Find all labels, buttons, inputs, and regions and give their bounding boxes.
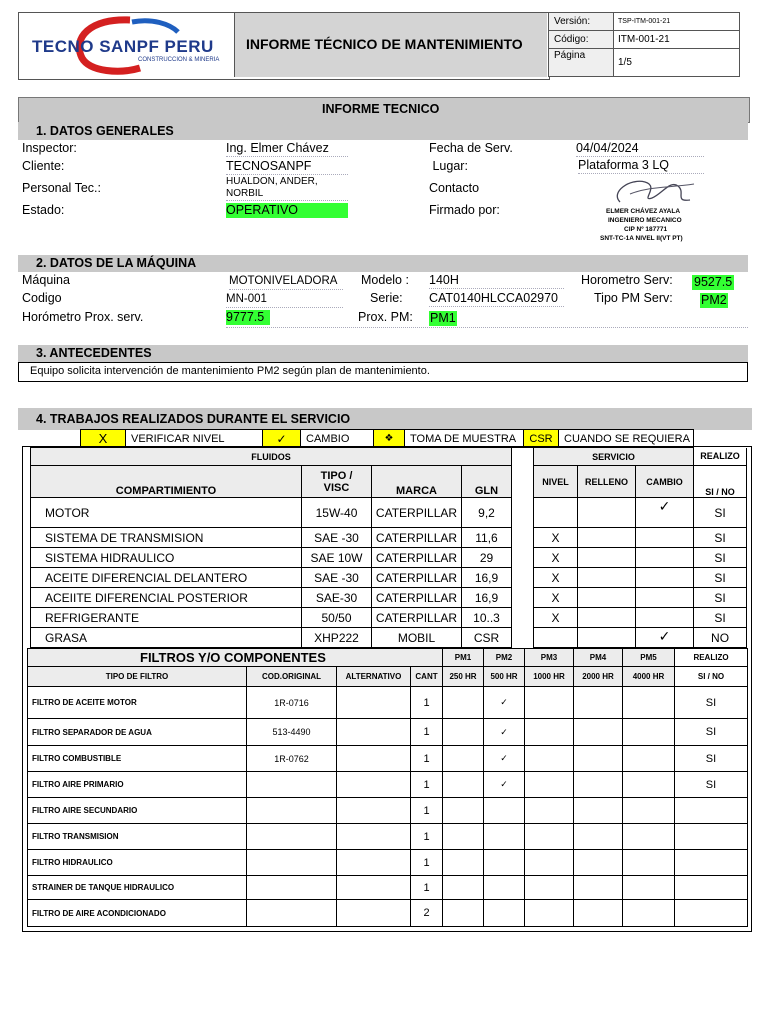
- fluid-realizo: SI: [694, 608, 747, 628]
- filter-cant: 2: [411, 900, 443, 927]
- table-row: [28, 850, 748, 876]
- servicio-header: SERVICIO: [534, 448, 694, 466]
- filter-pm4: [574, 876, 623, 900]
- tipopm-value: PM2: [701, 293, 727, 307]
- codigo-value: ITM-001-21: [614, 31, 740, 49]
- filter-pm5: [623, 687, 675, 719]
- fluid-gln: 16,9: [462, 588, 512, 608]
- version-value: TSP-ITM-001-21: [614, 13, 740, 31]
- filtros-sino-header: SI / NO: [675, 667, 748, 687]
- col-nivel: NIVEL: [534, 466, 578, 498]
- filter-pm5: [623, 850, 675, 876]
- fluid-marca: CATERPILLAR: [372, 548, 462, 568]
- personal-label: Personal Tec.:: [22, 181, 101, 195]
- fluid-comp: REFRIGERANTE: [31, 608, 302, 628]
- filter-cant: 1: [411, 772, 443, 798]
- tipopm-label: Tipo PM Serv:: [594, 291, 673, 305]
- signature-line-2: INGENIERO MECANICO: [608, 217, 682, 224]
- fluid-nivel: X: [534, 528, 578, 548]
- filter-pm5: [623, 798, 675, 824]
- col-tipo-filtro: TIPO DE FILTRO: [28, 667, 247, 687]
- filter-pm2: [484, 900, 525, 927]
- legend-label-cambio: CAMBIO: [301, 430, 374, 448]
- filtros-realizo-header: REALIZO: [675, 649, 748, 667]
- fluid-marca: CATERPILLAR: [372, 568, 462, 588]
- modelo-value: 140H: [429, 273, 564, 289]
- fluidos-header: FLUIDOS: [31, 448, 512, 466]
- filter-pm3: [525, 719, 574, 746]
- fluid-comp: MOTOR: [31, 498, 302, 528]
- estado-label: Estado:: [22, 203, 65, 217]
- section2-title: 2. DATOS DE LA MÁQUINA: [36, 256, 197, 270]
- filter-pm4: [574, 719, 623, 746]
- fluid-cambio: [636, 548, 694, 568]
- fluids-gap: [512, 568, 534, 588]
- filter-cod: [247, 798, 337, 824]
- maquina-label: Máquina: [22, 273, 70, 287]
- filter-tipo: FILTRO COMBUSTIBLE: [28, 746, 247, 772]
- filter-tipo: FILTRO AIRE SECUNDARIO: [28, 798, 247, 824]
- pm3-header: PM3: [525, 649, 574, 667]
- fluid-gln: 29: [462, 548, 512, 568]
- fluid-tipo: XHP222: [302, 628, 372, 648]
- section4-title: 4. TRABAJOS REALIZADOS DURANTE EL SERVICIO: [36, 412, 351, 426]
- filter-tipo: FILTRO TRANSMISION: [28, 824, 247, 850]
- filter-pm5: [623, 746, 675, 772]
- fluid-realizo: SI: [694, 498, 747, 528]
- filters-table: [27, 648, 748, 927]
- pm4-hours: 2000 HR: [574, 667, 623, 687]
- legend-symbol-diamond: ❖: [374, 430, 405, 448]
- legend-label-verificar: VERIFICAR NIVEL: [126, 430, 263, 448]
- pm5-hours: 4000 HR: [623, 667, 675, 687]
- estado-value: OPERATIVO: [226, 203, 348, 218]
- filter-pm2: ✓: [484, 719, 525, 746]
- pagina-label: Página: [549, 49, 614, 77]
- filter-pm1: [443, 687, 484, 719]
- filter-alt: [337, 746, 411, 772]
- horometro-value: 9527.5: [694, 275, 733, 289]
- logo-main-text: TECNO SANPF PERU: [32, 37, 214, 56]
- table-row: [28, 746, 748, 772]
- filter-pm4: [574, 687, 623, 719]
- filter-cant: 1: [411, 719, 443, 746]
- version-table: [548, 12, 740, 77]
- pagina-value: 1/5: [614, 49, 740, 77]
- col-visc: VISC: [323, 481, 350, 494]
- filter-realizo: SI: [675, 719, 748, 746]
- filter-pm2: ✓: [484, 687, 525, 719]
- filter-alt: [337, 824, 411, 850]
- fluid-realizo: SI: [694, 588, 747, 608]
- fluid-nivel: [534, 498, 578, 528]
- filter-pm3: [525, 772, 574, 798]
- fecha-value: 04/04/2024: [576, 141, 704, 157]
- table-row: [28, 772, 748, 798]
- signature: [590, 172, 710, 248]
- fluid-gln: 9,2: [462, 498, 512, 528]
- filter-cant: 1: [411, 746, 443, 772]
- fluid-nivel: X: [534, 568, 578, 588]
- table-row: [31, 588, 747, 608]
- filter-realizo: SI: [675, 772, 748, 798]
- fluid-gln: 11,6: [462, 528, 512, 548]
- fluid-nivel: X: [534, 608, 578, 628]
- filter-realizo: [675, 850, 748, 876]
- filter-pm2: [484, 798, 525, 824]
- filter-pm4: [574, 900, 623, 927]
- fluid-cambio: [636, 588, 694, 608]
- fluid-marca: MOBIL: [372, 628, 462, 648]
- fluid-comp: SISTEMA HIDRAULICO: [31, 548, 302, 568]
- fluid-tipo: 50/50: [302, 608, 372, 628]
- filter-pm1: [443, 824, 484, 850]
- col-compartimiento: COMPARTIMIENTO: [31, 466, 302, 498]
- fluid-realizo: NO: [694, 628, 747, 648]
- filter-cant: 1: [411, 850, 443, 876]
- filter-cant: 1: [411, 798, 443, 824]
- filter-pm1: [443, 876, 484, 900]
- fluids-gap: [512, 498, 534, 528]
- fluid-marca: CATERPILLAR: [372, 588, 462, 608]
- fluid-comp: GRASA: [31, 628, 302, 648]
- col-cod-original: COD.ORIGINAL: [247, 667, 337, 687]
- fluid-gln: 10..3: [462, 608, 512, 628]
- lugar-label: Lugar:: [429, 159, 468, 173]
- fluid-marca: CATERPILLAR: [372, 498, 462, 528]
- filter-pm2: ✓: [484, 746, 525, 772]
- col-sino: SI / NO: [694, 466, 747, 498]
- filter-cant: 1: [411, 824, 443, 850]
- filter-cod: 513-4490: [247, 719, 337, 746]
- filter-cod: [247, 824, 337, 850]
- fluids-body: [31, 498, 747, 648]
- proxpm-value: PM1: [430, 311, 456, 325]
- inspector-value: Ing. Elmer Chávez: [226, 141, 348, 157]
- filtros-title: [28, 649, 443, 667]
- legend-label-muestra: TOMA DE MUESTRA: [405, 430, 524, 448]
- fluid-comp: ACEITE DIFERENCIAL DELANTERO: [31, 568, 302, 588]
- pm1-hours: 250 HR: [443, 667, 484, 687]
- fluids-gap: [512, 628, 534, 648]
- legend-symbol-x: X: [81, 430, 126, 448]
- table-row: [31, 628, 747, 648]
- filter-alt: [337, 850, 411, 876]
- col-marca: MARCA: [372, 466, 462, 498]
- filter-pm2: [484, 876, 525, 900]
- filter-pm4: [574, 746, 623, 772]
- filter-pm1: [443, 746, 484, 772]
- filter-pm2: [484, 824, 525, 850]
- antecedentes-text: Equipo solicita intervención de mantenimiento PM2 según plan de mantenimiento.: [30, 365, 430, 377]
- fluid-relleno: [578, 608, 636, 628]
- filter-tipo: FILTRO AIRE PRIMARIO: [28, 772, 247, 798]
- filter-pm2: ✓: [484, 772, 525, 798]
- filter-cod: [247, 900, 337, 927]
- filter-alt: [337, 900, 411, 927]
- filter-realizo: SI: [675, 746, 748, 772]
- fluid-gln: 16,9: [462, 568, 512, 588]
- codigo-maquina-value: MN-001: [226, 292, 343, 308]
- signature-line-1: ELMER CHÁVEZ AYALA: [606, 208, 681, 215]
- fluids-gap: [512, 528, 534, 548]
- report-title: INFORME TECNICO: [322, 102, 440, 116]
- pm1-header: PM1: [443, 649, 484, 667]
- section2-underline: [226, 327, 748, 328]
- horometro-label: Horometro Serv:: [581, 273, 673, 287]
- fluid-cambio: [636, 568, 694, 588]
- page-title: INFORME TÉCNICO DE MANTENIMIENTO: [246, 36, 523, 52]
- fluid-tipo: 15W-40: [302, 498, 372, 528]
- legend-label-csr: CUANDO SE REQUIERA: [559, 430, 694, 448]
- fluid-tipo: SAE-30: [302, 588, 372, 608]
- table-row: [28, 900, 748, 927]
- filter-pm4: [574, 850, 623, 876]
- filter-pm3: [525, 900, 574, 927]
- fluid-marca: CATERPILLAR: [372, 608, 462, 628]
- table-row: [28, 719, 748, 746]
- cliente-value: TECNOSANPF: [226, 159, 348, 175]
- filter-pm1: [443, 772, 484, 798]
- fluid-nivel: X: [534, 588, 578, 608]
- filter-realizo: [675, 876, 748, 900]
- col-gln: GLN: [462, 466, 512, 498]
- filter-pm3: [525, 687, 574, 719]
- serie-label: Serie:: [370, 291, 403, 305]
- fluid-realizo: SI: [694, 568, 747, 588]
- filter-alt: [337, 719, 411, 746]
- filter-cant: 1: [411, 876, 443, 900]
- table-row: [31, 548, 747, 568]
- section1-title: 1. DATOS GENERALES: [36, 124, 174, 138]
- contacto-label: Contacto: [429, 181, 480, 195]
- col-relleno: RELLENO: [578, 466, 636, 498]
- fluid-nivel: X: [534, 548, 578, 568]
- col-alternativo: ALTERNATIVO: [337, 667, 411, 687]
- filter-pm4: [574, 798, 623, 824]
- col-cambio: CAMBIO: [636, 466, 694, 498]
- filter-pm3: [525, 824, 574, 850]
- filter-cod: 1R-0762: [247, 746, 337, 772]
- fluid-cambio: ✓: [636, 628, 694, 648]
- filter-pm1: [443, 719, 484, 746]
- cliente-label: Cliente:: [22, 159, 65, 173]
- fluids-gap: [512, 448, 534, 466]
- maquina-value: MOTONIVELADORA: [229, 274, 343, 290]
- filters-body: [28, 687, 748, 927]
- filter-pm1: [443, 850, 484, 876]
- table-row: [31, 498, 747, 528]
- fluid-tipo: SAE -30: [302, 528, 372, 548]
- fluid-cambio: [636, 528, 694, 548]
- filter-tipo: STRAINER DE TANQUE HIDRAULICO: [28, 876, 247, 900]
- filter-alt: [337, 876, 411, 900]
- filter-pm1: [443, 798, 484, 824]
- fluid-relleno: [578, 498, 636, 528]
- table-row: [28, 687, 748, 719]
- pm2-header: PM2: [484, 649, 525, 667]
- fecha-label: Fecha de Serv.: [429, 141, 513, 155]
- pm2-hours: 500 HR: [484, 667, 525, 687]
- legend-symbol-csr: CSR: [524, 430, 559, 448]
- filter-tipo: FILTRO DE AIRE ACONDICIONADO: [28, 900, 247, 927]
- filter-pm3: [525, 746, 574, 772]
- table-row: [31, 568, 747, 588]
- logo-sub-text: CONSTRUCCION & MINERIA: [138, 57, 220, 63]
- fluid-relleno: [578, 588, 636, 608]
- table-row: [31, 528, 747, 548]
- codigo-maquina-label: Codigo: [22, 291, 62, 305]
- table-row: [28, 876, 748, 900]
- fluids-table: [30, 447, 747, 648]
- filter-cod: [247, 772, 337, 798]
- fluid-cambio: [636, 608, 694, 628]
- fluid-realizo: SI: [694, 548, 747, 568]
- fluid-cambio: ✓: [636, 498, 694, 528]
- col-tipo-visc: [302, 466, 372, 498]
- fluid-relleno: [578, 548, 636, 568]
- filter-pm4: [574, 824, 623, 850]
- filter-alt: [337, 772, 411, 798]
- fluid-marca: CATERPILLAR: [372, 528, 462, 548]
- fluids-gap: [512, 466, 534, 498]
- filter-realizo: [675, 824, 748, 850]
- fluids-gap: [512, 548, 534, 568]
- filter-realizo: SI: [675, 687, 748, 719]
- signature-line-3: CIP Nº 187771: [624, 226, 668, 233]
- signature-line-4: SNT-TC-1A NIVEL II(VT PT): [600, 235, 683, 242]
- horprox-label: Horómetro Prox. serv.: [22, 310, 144, 324]
- logo: [20, 14, 232, 76]
- filter-alt: [337, 687, 411, 719]
- filter-cod: [247, 876, 337, 900]
- fluid-relleno: [578, 568, 636, 588]
- fluid-tipo: SAE 10W: [302, 548, 372, 568]
- table-row: [28, 824, 748, 850]
- personal-value-2: NORBIL: [226, 188, 348, 201]
- signature-scribble-icon: [590, 172, 710, 210]
- table-row: [31, 608, 747, 628]
- proxpm-label: Prox. PM:: [358, 310, 413, 324]
- firmado-label: Firmado por:: [429, 203, 500, 217]
- filter-pm5: [623, 900, 675, 927]
- pm3-hours: 1000 HR: [525, 667, 574, 687]
- filter-pm4: [574, 772, 623, 798]
- filter-pm5: [623, 876, 675, 900]
- filter-pm2: [484, 850, 525, 876]
- horprox-value: 9777.5: [226, 310, 270, 325]
- filter-realizo: [675, 900, 748, 927]
- pm5-header: PM5: [623, 649, 675, 667]
- filter-pm5: [623, 824, 675, 850]
- fluid-relleno: [578, 528, 636, 548]
- fluids-gap: [512, 588, 534, 608]
- fluid-comp: ACEIITE DIFERENCIAL POSTERIOR: [31, 588, 302, 608]
- modelo-label: Modelo :: [361, 273, 409, 287]
- filter-pm3: [525, 850, 574, 876]
- codigo-label: Código:: [549, 31, 614, 49]
- legend-symbol-check: ✓: [263, 430, 301, 448]
- col-cant: CANT: [411, 667, 443, 687]
- filter-pm3: [525, 876, 574, 900]
- filter-cant: 1: [411, 687, 443, 719]
- filter-tipo: FILTRO HIDRAULICO: [28, 850, 247, 876]
- serie-value: CAT0140HLCCA02970: [429, 291, 564, 307]
- filter-alt: [337, 798, 411, 824]
- filter-cod: [247, 850, 337, 876]
- lugar-value: Plataforma 3 LQ: [578, 158, 704, 174]
- fluid-nivel: [534, 628, 578, 648]
- fluid-tipo: SAE -30: [302, 568, 372, 588]
- filter-tipo: FILTRO SEPARADOR DE AGUA: [28, 719, 247, 746]
- filtros-title-text: FILTROS Y/O COMPONENTES: [140, 650, 326, 665]
- filter-pm5: [623, 719, 675, 746]
- filter-pm5: [623, 772, 675, 798]
- fluids-gap: [512, 608, 534, 628]
- fluid-comp: SISTEMA DE TRANSMISION: [31, 528, 302, 548]
- col-tipo: TIPO /: [320, 469, 353, 482]
- fluid-realizo: SI: [694, 528, 747, 548]
- filter-realizo: [675, 798, 748, 824]
- filter-cod: 1R-0716: [247, 687, 337, 719]
- fluid-gln: CSR: [462, 628, 512, 648]
- inspector-label: Inspector:: [22, 141, 77, 155]
- filter-pm1: [443, 900, 484, 927]
- section3-title: 3. ANTECEDENTES: [36, 346, 152, 360]
- fluid-relleno: [578, 628, 636, 648]
- version-label: Versión:: [549, 13, 614, 31]
- table-row: [28, 798, 748, 824]
- personal-value-1: HUALDON, ANDER,: [226, 176, 318, 187]
- filter-tipo: FILTRO DE ACEITE MOTOR: [28, 687, 247, 719]
- realizo-header: REALIZO: [694, 448, 747, 466]
- pm4-header: PM4: [574, 649, 623, 667]
- filter-pm3: [525, 798, 574, 824]
